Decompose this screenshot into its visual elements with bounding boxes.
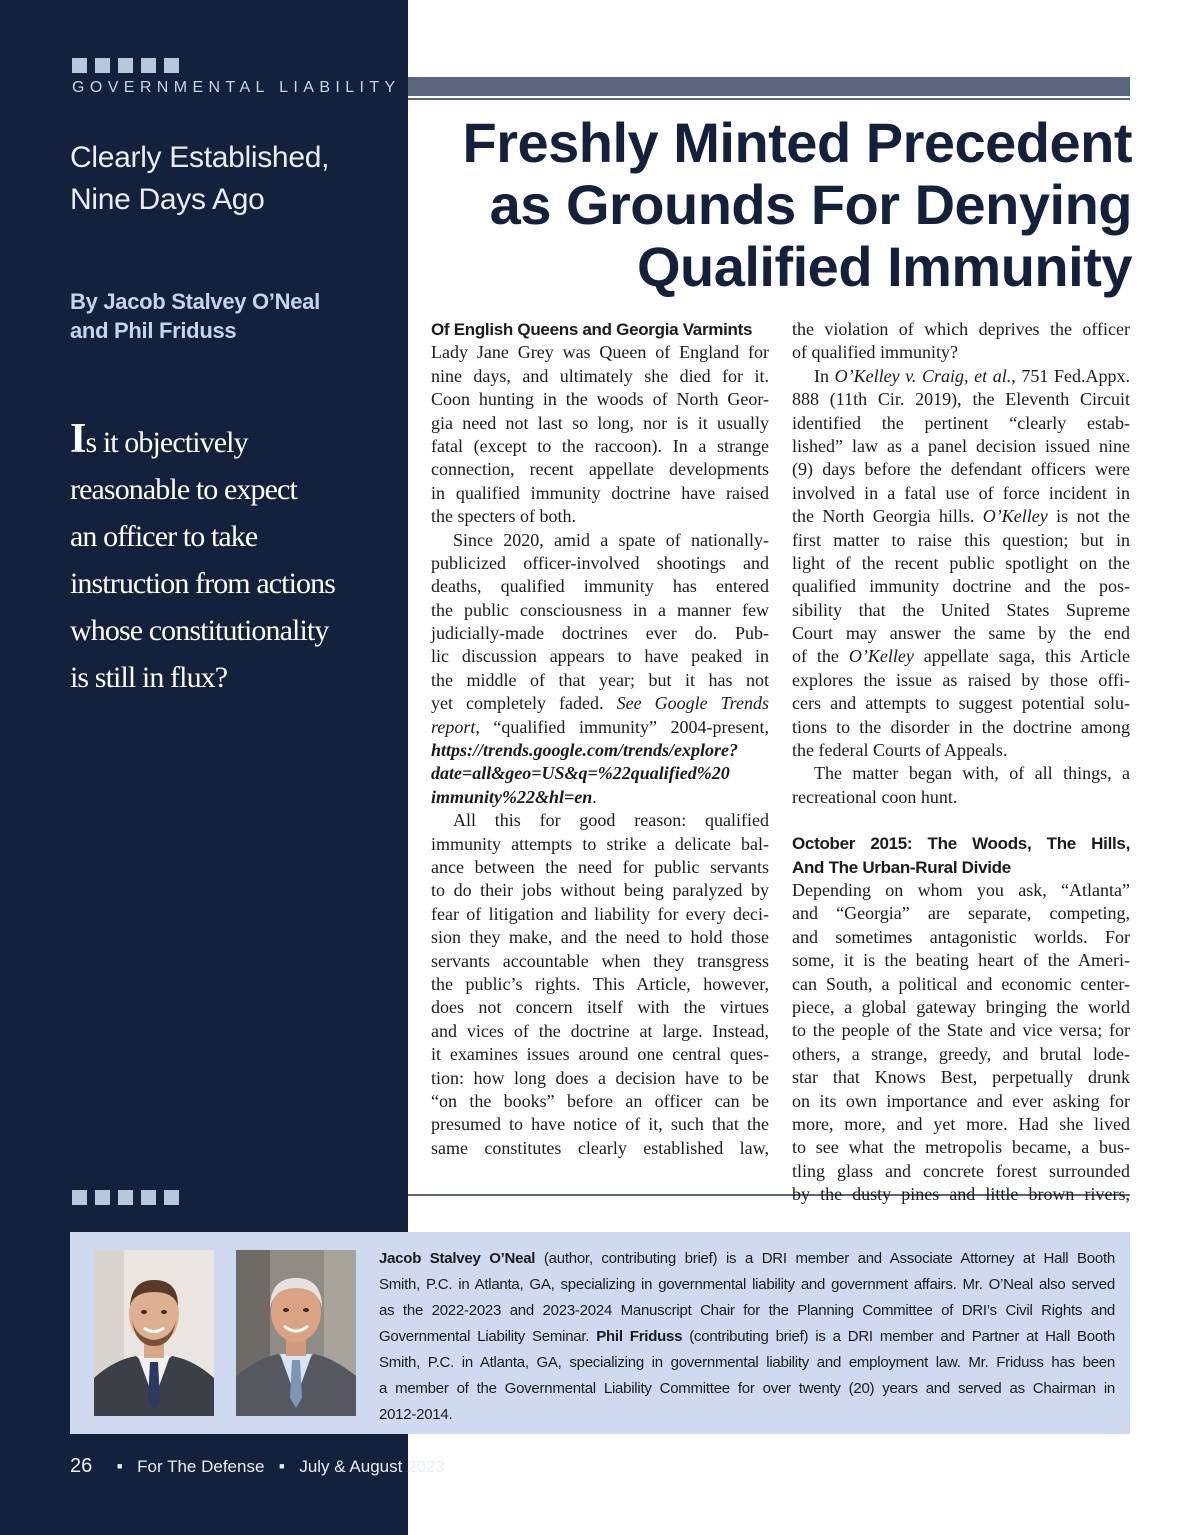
bio-text: Governmental Liability Seminar. [379, 1328, 597, 1345]
body-line [792, 365, 1130, 388]
body-line: by the dusty pines and little brown rivers, [792, 1184, 1130, 1205]
body-line: it examines issues around one central ques- [431, 1044, 769, 1065]
body-line: the violation of which deprives the officer [792, 319, 1130, 339]
body-line: sibility that the United States Supreme [792, 599, 1130, 620]
body-line: nine days, and ultimately she died for it. [431, 365, 769, 386]
body-line: lished” law as a panel decision issued nine [792, 435, 1130, 456]
section-heading: And The Urban-Rural Divide [792, 857, 1011, 877]
body-line: ance between the need for public servants [431, 856, 769, 877]
bio-line: Smith, P.C. in Atlanta, GA, specializing in governmental liability and employment law. Mr. Friduss has been [379, 1354, 1115, 1371]
pull-quote-line: reasonable to expect [70, 473, 297, 506]
body-line: light of the recent public spotlight on the [792, 552, 1130, 573]
body-line: deaths, qualified immunity has entered [431, 576, 769, 597]
body-line [792, 645, 1130, 668]
body-line: Depending on whom you ask, “Atlanta” [792, 879, 1130, 900]
author-name: Jacob Stalvey O’Neal [379, 1250, 536, 1267]
article-title [420, 112, 1132, 298]
body-line: fatal (except to the raccoon). In a strange [431, 435, 769, 456]
body-line: Since 2020, amid a spate of nationally- [453, 529, 769, 550]
bullet-separator: ■ [279, 1461, 285, 1471]
body-column-left [431, 318, 769, 1160]
body-line: identified the pertinent “clearly estab- [792, 412, 1130, 433]
body-line: to the people of the State and vice versa; for [792, 1020, 1130, 1041]
body-line [792, 505, 1130, 528]
decorative-squares-top [72, 58, 179, 73]
bio-text: (author, contributing brief) is a DRI member and Associate Attorney at Hall Booth [535, 1250, 1115, 1267]
body-line: does not concern itself with the virtues [431, 997, 769, 1018]
article-subtitle [70, 137, 390, 221]
pull-quote-line: an officer to take [70, 520, 258, 553]
body-line: and sometimes antagonistic worlds. For [792, 926, 1130, 947]
author-photo-friduss [236, 1250, 356, 1416]
body-line: in qualified immunity doctrine have raised [431, 482, 769, 503]
body-line: cers and attempts to suggest potential solu- [792, 693, 1130, 714]
body-line: 888 (11th Cir. 2019), the Eleventh Circuit [792, 389, 1130, 410]
body-line: tions to the disorder in the doctrine among [792, 716, 1130, 737]
url-link[interactable]: date=all&geo=US&q=%22qualified%20 [431, 763, 730, 784]
body-text: , 751 Fed.Appx. [1011, 365, 1130, 386]
body-text: is not the [1047, 506, 1131, 527]
bio-line: Smith, P.C. in Atlanta, GA, specializing in governmental liability and government affairs. Mr. O’Neal also served [379, 1276, 1115, 1293]
bio-line: 2012-2014. [379, 1406, 453, 1423]
page-footer [70, 1455, 445, 1478]
citation: report [431, 716, 476, 737]
case-name: O’Kelley v. Craig, et al. [834, 365, 1012, 386]
body-line: lic discussion appears to have peaked in [431, 646, 769, 667]
body-line: the federal Courts of Appeals. [792, 740, 1008, 761]
bio-line [379, 1324, 1115, 1350]
body-text: , “qualified immunity” 2004-present, [475, 716, 769, 737]
pull-quote [70, 416, 390, 701]
body-line: of qualified immunity? [792, 342, 958, 363]
pull-quote-line: s it objectively [85, 426, 248, 459]
case-name: O’Kelley [982, 506, 1048, 527]
drop-cap: I [70, 416, 86, 462]
body-line: star that Knows Best, perpetually drunk [792, 1067, 1130, 1088]
author-bio-text [379, 1246, 1115, 1428]
bio-line: a member of the Governmental Liability Committee for over twenty (20) years and served as Chairman in [379, 1380, 1115, 1397]
body-line: All this for good reason: qualified [453, 810, 769, 831]
body-text: the North Georgia hills. [792, 506, 983, 527]
body-line: more, more, and yet more. Had she lived [792, 1113, 1130, 1134]
body-line: others, a strange, greedy, and brutal lode- [792, 1043, 1130, 1064]
pull-quote-line: instruction from actions [70, 567, 336, 600]
body-line: sion they make, and the need to hold those [431, 927, 769, 948]
body-line: The matter began with, of all things, a [814, 763, 1130, 784]
body-line: Lady Jane Grey was Queen of England for [431, 342, 769, 363]
body-column-right [792, 318, 1130, 1206]
url-link[interactable]: https://trends.google.com/trends/explore? [431, 740, 739, 761]
author-photo-oneal [94, 1250, 214, 1416]
body-line: Court may answer the same by the end [792, 623, 1130, 644]
body-line: connection, recent appellate developments [431, 459, 769, 480]
body-line: publicized officer-involved shootings and [431, 552, 769, 573]
body-line: servants accountable when they transgress [431, 950, 769, 971]
section-label: GOVERNMENTAL LIABILITY [72, 79, 401, 96]
pull-quote-line: is still in flux? [70, 661, 228, 694]
body-line: gia need not last so long, nor is it usually [431, 412, 769, 433]
bio-text: (contributing brief) is a DRI member and Partner at Hall Booth [682, 1328, 1115, 1345]
body-line: first matter to raise this question; but in [792, 529, 1130, 550]
body-line: and “Georgia” are separate, competing, [792, 903, 1130, 924]
body-line [431, 716, 769, 739]
url-link[interactable]: immunity%22&hl=en [431, 786, 593, 807]
body-text: appellate saga, this Article [913, 646, 1130, 667]
body-line: qualified immunity doctrine and the pos- [792, 576, 1130, 597]
section-heading: October 2015: The Woods, The Hills, [792, 834, 1130, 854]
issue-date: July & August 2023 [299, 1457, 445, 1476]
body-line: recreational coon hunt. [792, 786, 958, 807]
body-line: presumed to have notice of it, such that the [431, 1114, 769, 1135]
body-line: the middle of that year; but it has not [431, 669, 769, 690]
body-line [431, 786, 769, 809]
byline [70, 287, 390, 345]
title-line: Qualified Immunity [636, 235, 1132, 298]
publication-name: For The Defense [137, 1457, 265, 1476]
body-line: tion: how long does a decision have to be [431, 1067, 769, 1088]
title-line: as Grounds For Denying [489, 173, 1132, 236]
body-line [431, 692, 769, 715]
body-line: explores the issue as raised by those offi- [792, 669, 1130, 690]
subtitle-line: Clearly Established, [70, 141, 330, 174]
page-number: 26 [70, 1455, 93, 1477]
body-line: (9) days before the defendant officers were [792, 459, 1130, 480]
byline-line: and Phil Friduss [70, 318, 237, 343]
case-name: O’Kelley [848, 646, 914, 667]
body-line: “on the books” before an officer can be [431, 1090, 769, 1111]
body-line: the public consciousness in a manner few [431, 599, 769, 620]
byline-line: By Jacob Stalvey O’Neal [70, 289, 320, 314]
body-line: the public’s rights. This Article, however, [431, 973, 769, 994]
bullet-separator: ■ [116, 1461, 123, 1471]
subtitle-line: Nine Days Ago [70, 183, 265, 216]
body-line: to do their jobs without being paralyzed by [431, 880, 769, 901]
section-heading: Of English Queens and Georgia Varmints [431, 320, 753, 339]
title-line: Freshly Minted Precedent [462, 111, 1132, 174]
body-line: to see what the metropolis became, a bus- [792, 1137, 1130, 1158]
body-line: some, it is the beating heart of the Ameri- [792, 950, 1130, 971]
decorative-squares-bottom [72, 1190, 179, 1205]
bio-line [379, 1246, 1115, 1272]
body-line: piece, a global gateway bringing the world [792, 996, 1130, 1017]
body-line: fear of litigation and liability for every deci- [431, 903, 769, 924]
body-line: on its own importance and ever asking for [792, 1090, 1130, 1111]
bio-line: as the 2022-2023 and 2023-2024 Manuscript Chair for the Planning Committee of DRI’s Civil Rights and [379, 1302, 1115, 1319]
body-line: judicially-made doctrines ever do. Pub- [431, 623, 769, 644]
body-line: Coon hunting in the woods of North Geor- [431, 389, 769, 410]
citation: See Google Trends [616, 693, 769, 714]
body-text: . [592, 786, 597, 807]
body-line: same constitutes clearly established law, [431, 1137, 769, 1158]
body-line: immunity attempts to strike a delicate bal- [431, 833, 769, 854]
body-line: the specters of both. [431, 506, 576, 527]
paragraph-gap [792, 809, 1130, 832]
body-text: of the [792, 646, 849, 667]
body-text: In [814, 365, 835, 386]
body-line: and vices of the doctrine at large. Instead, [431, 1020, 769, 1041]
body-line: involved in a fatal use of force incident in [792, 482, 1130, 503]
body-text: yet completely faded. [431, 693, 604, 714]
author-name: Phil Friduss [596, 1328, 683, 1345]
body-line: tling glass and concrete forest surrounded [792, 1160, 1130, 1181]
body-line: can South, a political and economic center- [792, 973, 1130, 994]
pull-quote-line: whose constitutionality [70, 614, 329, 647]
